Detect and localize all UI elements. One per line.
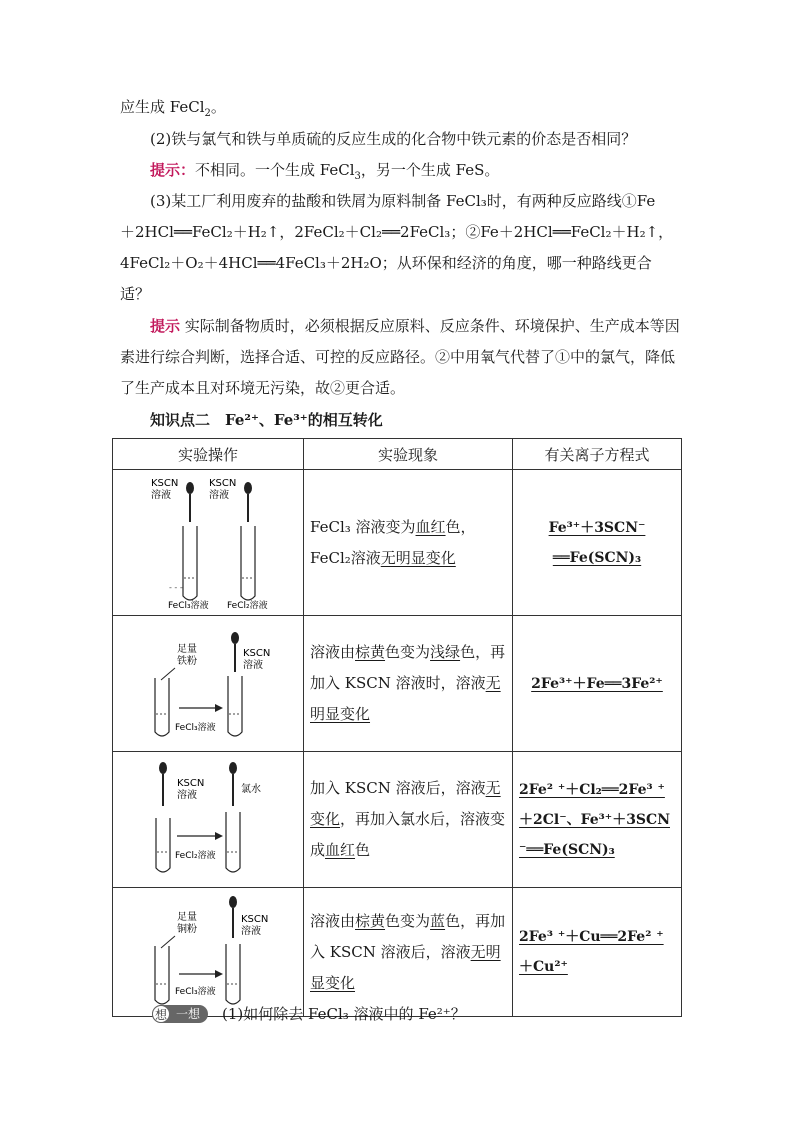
test-tube-icon — [156, 818, 170, 872]
experiment-table — [112, 438, 682, 1017]
question-2: (2)铁与氯气和铁与单质硫的反应生成的化合物中铁元素的价态是否相同？ — [150, 130, 637, 148]
figure-cell — [113, 752, 304, 888]
reagent-label: 溶液 — [243, 660, 263, 671]
reagent-label: 铁粉 — [177, 656, 197, 667]
figure-cell — [113, 888, 304, 1017]
tube-label: FeCl₃溶液 — [175, 723, 216, 733]
table-row — [113, 888, 682, 1017]
question-3-line-4: 适？ — [120, 285, 151, 303]
hint-label: 提示： — [150, 161, 196, 179]
equation-cell: Fe³⁺＋3SCN⁻ ══Fe(SCN)₃ — [513, 470, 682, 616]
figure-cell — [113, 616, 304, 752]
dropper-bulb-icon — [244, 482, 252, 494]
figure-kscn-test — [113, 470, 303, 611]
reagent-label: 溶液 — [151, 490, 171, 501]
think-badge-label: 一想 — [176, 1007, 201, 1021]
test-tube-icon — [226, 812, 240, 872]
phenomenon-cell: 加入 KSCN 溶液后，溶液无变化，再加入氯水后，溶液变成血红色 — [304, 752, 513, 888]
arrow-head-icon — [215, 970, 223, 978]
reagent-label: 溶液 — [177, 790, 197, 801]
reagent-label: KSCN — [241, 914, 269, 925]
question-3 — [120, 186, 680, 310]
header-operation: 实验操作 — [113, 439, 304, 470]
phenomenon-cell: 溶液由棕黄色变为蓝色，再加入 KSCN 溶液后，溶液无明显变化 — [304, 888, 513, 1017]
equation-cell: 2Fe³⁺＋Fe══3Fe²⁺ — [513, 616, 682, 752]
hint-2: 提示：不相同。一个生成 FeCl$_3$，另一个生成 FeS。 — [150, 161, 500, 182]
pointer-arrow-icon — [161, 936, 175, 948]
test-tube-icon — [228, 676, 242, 736]
arrow-head-icon — [215, 704, 223, 712]
table-row — [113, 470, 682, 616]
reagent-label: KSCN — [151, 478, 179, 489]
test-tube-icon — [226, 944, 240, 1004]
reagent-label: KSCN — [177, 778, 205, 789]
tube-label: FeCl₂溶液 — [175, 851, 216, 861]
dropper-bulb-icon — [159, 762, 167, 774]
equation-cell: 2Fe³ ⁺＋Cu══2Fe² ⁺ ＋Cu²⁺ — [513, 888, 682, 1017]
reagent-label: KSCN — [243, 648, 271, 659]
reagent-label: KSCN — [209, 478, 237, 489]
reagent-label: 足量 — [177, 644, 197, 655]
pointer-arrow-icon — [161, 668, 175, 680]
table-row — [113, 616, 682, 752]
liquid-mark: - - - — [169, 583, 183, 592]
tube-label: FeCl₂溶液 — [227, 601, 268, 611]
tube-label: FeCl₃溶液 — [175, 987, 216, 997]
dropper-bulb-icon — [229, 762, 237, 774]
think-question: (1)如何除去 FeCl₃ 溶液中的 Fe²⁺？ — [222, 1005, 466, 1023]
question-3-line-2: ＋2HCl══FeCl₂＋H₂↑，2FeCl₂＋Cl₂══2FeCl₃；②Fe＋2HCl══FeCl₂＋H₂↑， — [120, 223, 674, 241]
figure-cell — [113, 470, 304, 616]
question-3-line-1: (3)某工厂利用废弃的盐酸和铁屑为原料制备 FeCl₃时，有两种反应路线①Fe — [150, 192, 656, 210]
reagent-label: 足量 — [177, 912, 197, 923]
figure-chlorine-water — [113, 752, 303, 883]
header-phenomenon: 实验现象 — [304, 439, 513, 470]
reagent-label: 溶液 — [209, 490, 229, 501]
question-3-line-3: 4FeCl₂＋O₂＋4HCl══4FeCl₃＋2H₂O；从环保和经济的角度，哪一种路线更合 — [120, 254, 652, 272]
phenomenon-cell: FeCl₃ 溶液变为血红色，FeCl₂溶液无明显变化 — [304, 470, 513, 616]
table-row — [113, 752, 682, 888]
equation-cell: 2Fe² ⁺＋Cl₂══2Fe³ ⁺ ＋2Cl⁻、Fe³⁺＋3SCN ⁻══Fe(SCN)₃ — [513, 752, 682, 888]
hint-3: 提示 实际制备物质时，必须根据反应原料、反应条件、环境保护、生产成本等因素进行综合判断，选择合适、可控的反应路径。②中用氧气代替了①中的氯气，降低了生产成本且对环境无污染，故②更合适。 — [120, 317, 680, 397]
figure-copper-powder — [113, 888, 303, 1012]
dropper-bulb-icon — [231, 632, 239, 644]
test-tube-icon — [155, 678, 169, 736]
think-prompt — [152, 1003, 466, 1024]
arrow-head-icon — [215, 832, 223, 840]
hint-label: 提示 — [150, 317, 181, 335]
test-tube-icon — [241, 526, 255, 600]
table-header-row — [113, 439, 682, 470]
figure-iron-powder — [113, 616, 303, 747]
header-equation: 有关离子方程式 — [513, 439, 682, 470]
tube-label: FeCl₃溶液 — [168, 601, 209, 611]
reagent-label: 铜粉 — [177, 924, 197, 935]
section-title: 知识点二 Fe²⁺、Fe³⁺的相互转化 — [150, 411, 383, 429]
dropper-bulb-icon — [229, 896, 237, 908]
phenomenon-cell: 溶液由棕黄色变为浅绿色，再加入 KSCN 溶液时，溶液无明显变化 — [304, 616, 513, 752]
intro-line: 应生成 FeCl$_2$。 — [120, 98, 226, 119]
reagent-label: 溶液 — [241, 926, 261, 937]
test-tube-icon — [155, 946, 169, 1004]
think-badge-circle: 想 — [152, 1005, 170, 1023]
think-badge — [152, 1005, 208, 1023]
test-tube-icon — [183, 526, 197, 600]
reagent-label: 氯水 — [241, 784, 261, 795]
dropper-bulb-icon — [186, 482, 194, 494]
